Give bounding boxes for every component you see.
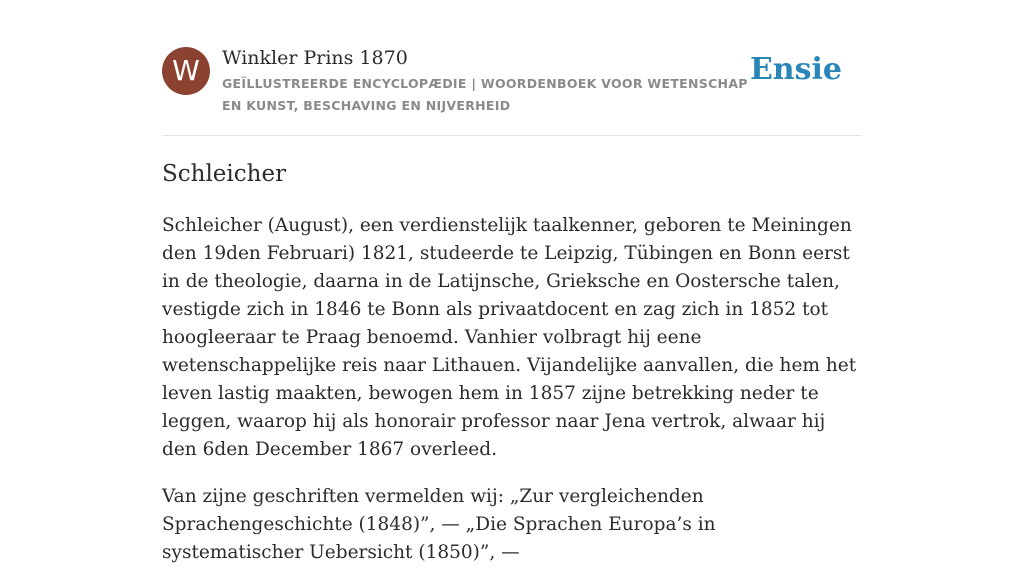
source-avatar[interactable]: W: [162, 47, 210, 95]
source-header: [162, 47, 862, 117]
page: [162, 0, 862, 563]
article-body: [162, 212, 862, 586]
article-title: Schleicher: [162, 161, 287, 187]
source-subtitle: GEÏLLUSTREERDE ENCYCLOPÆDIE | WOORDENBOEK VOOR WETENSCHAP EN KUNST, BESCHAVING EN NIJVERHEID: [222, 76, 748, 113]
article-paragraph-1: Schleicher (August), een verdienstelijk taalkenner, geboren te Meiningen den 19den Februari) 1821, studeerde te Leipzig, Tübingen en Bonn eerst in de theologie, daarna in de Latijnsche, Grieksche en Oostersche talen, vestigde zich in 1846 te Bonn als privaatdocent en zag zich in 1852 tot hoogleeraar te Praag benoemd. Vanhier volbragt hij eene wetenschappelijke reis naar Lithauen. Vijandelijke aanvallen, die hem het leven lastig maakten, bewogen hem in 1857 zijne betrekking neder te leggen, waarop hij als honorair professor naar Jena vertrok, alwaar hij den 6den December 1867 overleed.: [162, 215, 857, 460]
source-title-link[interactable]: Winkler Prins 1870: [222, 47, 408, 69]
header-divider: [162, 135, 862, 136]
ensie-logo[interactable]: Ensie: [749, 52, 842, 87]
article-paragraph-2: Van zijne geschriften vermelden wij: „Zur vergleichenden Sprachengeschichte (1848)”, — „Die Sprachen Europa’s in systematischer Uebersicht (1850)”, —: [162, 486, 716, 563]
